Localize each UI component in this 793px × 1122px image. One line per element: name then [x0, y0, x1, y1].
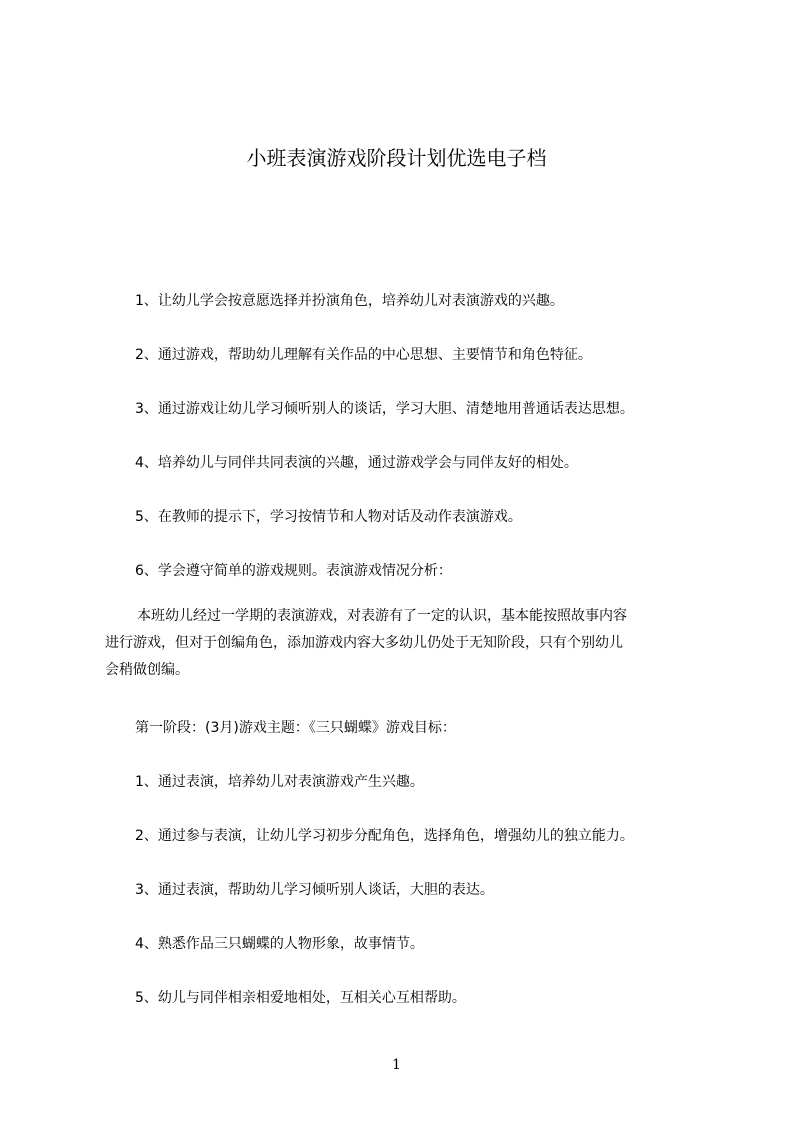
stage-heading: 第一阶段：(3月)游戏主题：《三只蝴蝶》游戏目标： [135, 720, 456, 736]
goal-item-6: 6、学会遵守简单的游戏规则。表演游戏情况分析： [135, 563, 452, 579]
analysis-line-1: 本班幼儿经过一学期的表演游戏，对表游有了一定的认识，基本能按照故事内容 [137, 608, 627, 624]
analysis-line-2: 进行游戏，但对于创编角色，添加游戏内容大多幼儿仍处于无知阶段，只有个别幼儿 [105, 635, 623, 651]
goal-item-3: 3、通过游戏让幼儿学习倾听别人的谈话，学习大胆、清楚地用普通话表达思想。 [135, 401, 634, 417]
goal-item-5: 5、在教师的提示下，学习按情节和人物对话及动作表演游戏。 [135, 509, 522, 525]
analysis-line-3: 会稍做创编。 [105, 662, 189, 678]
stage-goal-item-5: 5、幼儿与同伴相亲相爱地相处，互相关心互相帮助。 [135, 990, 466, 1006]
goal-item-4: 4、培养幼儿与同伴共同表演的兴趣，通过游戏学会与同伴友好的相处。 [135, 455, 578, 471]
stage-goal-item-1: 1、通过表演，培养幼儿对表演游戏产生兴趣。 [135, 774, 424, 790]
goal-item-1: 1、让幼儿学会按意愿选择并扮演角色，培养幼儿对表演游戏的兴趣。 [135, 293, 564, 309]
goal-item-2: 2、通过游戏，帮助幼儿理解有关作品的中心思想、主要情节和角色特征。 [135, 347, 592, 363]
analysis-paragraph [105, 603, 705, 684]
stage-goal-item-2: 2、通过参与表演，让幼儿学习初步分配角色，选择角色，增强幼儿的独立能力。 [135, 828, 634, 844]
stage-goal-item-3: 3、通过表演，帮助幼儿学习倾听别人谈话，大胆的表达。 [135, 882, 494, 898]
document-title: 小班表演游戏阶段计划优选电子档 [246, 146, 547, 170]
stage-goal-item-4: 4、熟悉作品三只蝴蝶的人物形象，故事情节。 [135, 936, 424, 952]
page-number: 1 [392, 1057, 401, 1073]
